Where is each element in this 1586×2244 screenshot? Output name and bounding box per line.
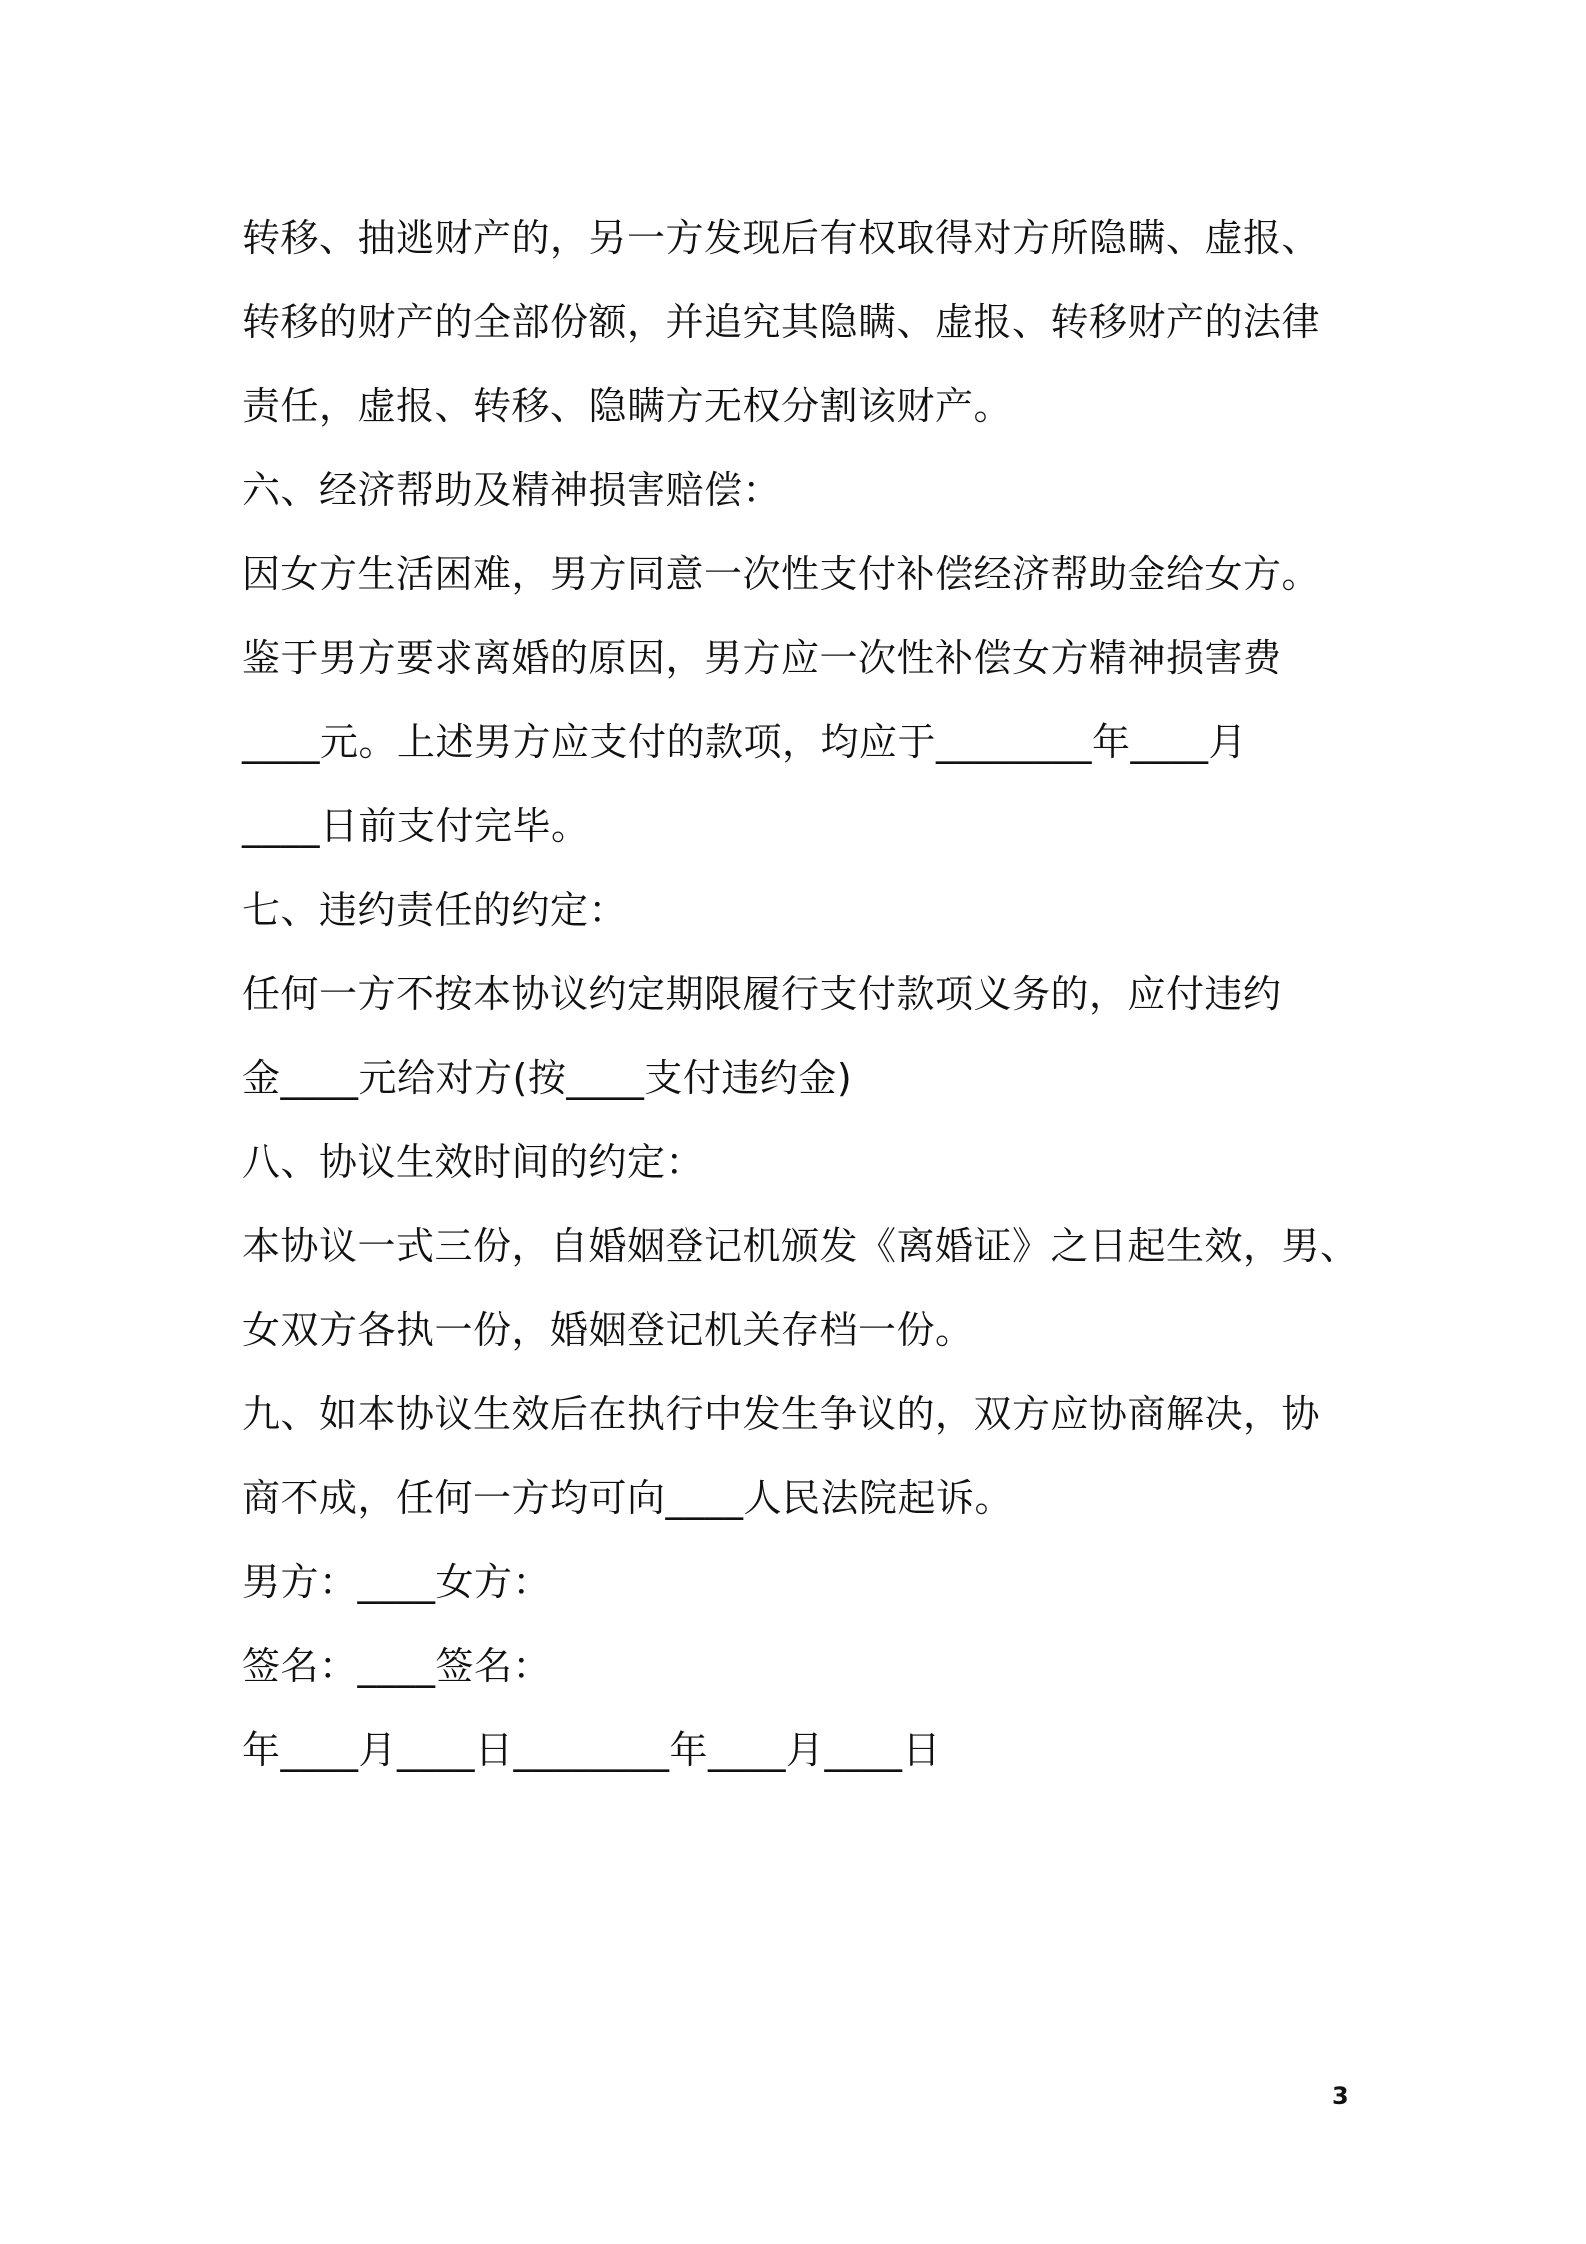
party-line: 男方：____女方：	[242, 1560, 552, 1604]
section-heading-eight: 八、协议生效时间的约定：	[242, 1140, 705, 1184]
section-heading-six: 六、经济帮助及精神损害赔偿：	[242, 468, 782, 512]
text-line: ____元。上述男方应支付的款项，均应于________年____月	[242, 720, 1248, 764]
text-line: 鉴于男方要求离婚的原因，男方应一次性补偿女方精神损害费	[242, 636, 1282, 680]
text-line: 本协议一式三份，自婚姻登记机颁发《离婚证》之日起生效，男、	[242, 1224, 1359, 1268]
text-line: 金____元给对方(按____支付违约金)	[242, 1056, 853, 1100]
section-heading-seven: 七、违约责任的约定：	[242, 888, 628, 932]
text-line: ____日前支付完毕。	[242, 804, 590, 848]
text-line: 责任，虚报、转移、隐瞒方无权分割该财产。	[242, 384, 1013, 428]
text-line: 任何一方不按本协议约定期限履行支付款项义务的，应付违约	[242, 972, 1282, 1016]
date-line: 年____月____日________年____月____日	[242, 1728, 942, 1772]
page-number: 3	[1332, 2082, 1349, 2110]
signature-line: 签名：____签名：	[242, 1644, 552, 1688]
text-line: 因女方生活困难，男方同意一次性支付补偿经济帮助金给女方。	[242, 552, 1321, 596]
section-heading-nine: 九、如本协议生效后在执行中发生争议的，双方应协商解决，协	[242, 1392, 1321, 1436]
text-line: 转移、抽逃财产的，另一方发现后有权取得对方所隐瞒、虚报、	[242, 216, 1321, 260]
text-line: 女双方各执一份，婚姻登记机关存档一份。	[242, 1308, 974, 1352]
text-line: 转移的财产的全部份额，并追究其隐瞒、虚报、转移财产的法律	[242, 300, 1321, 344]
document-body	[242, 196, 1362, 1792]
text-line: 商不成，任何一方均可向____人民法院起诉。	[242, 1476, 1014, 1520]
